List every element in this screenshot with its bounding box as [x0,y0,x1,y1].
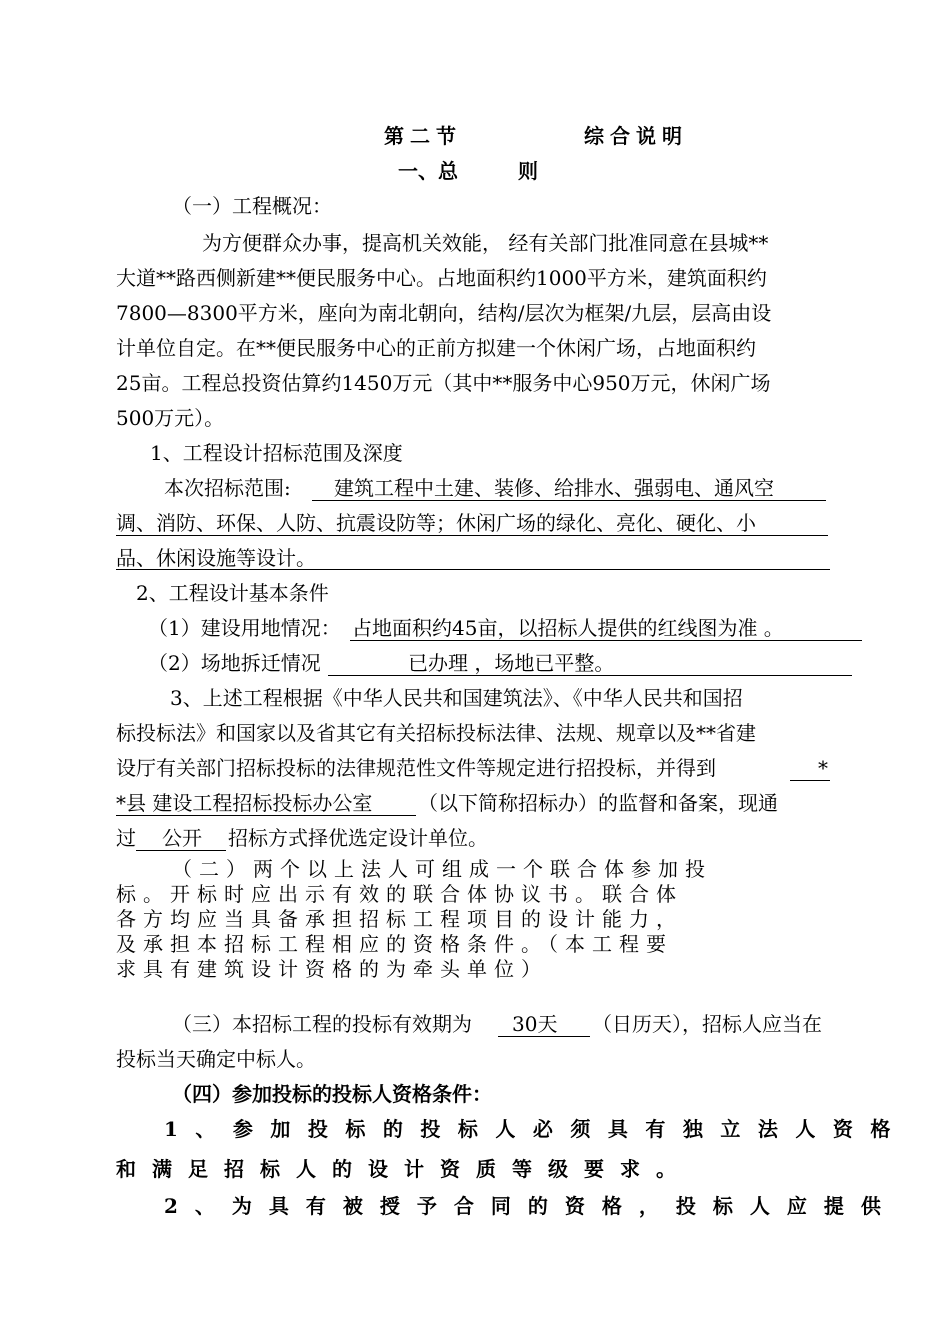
subsection-heading: （一）工程概况： [172,194,332,218]
land-value: 占地面积约45亩，以招标人提供的红线图为准 。 [352,616,784,640]
qualification-line: 1、参加投标的投标人必须具有独立法人资格 [164,1117,908,1141]
underline [116,569,830,570]
section-number: 第二节 [384,124,462,148]
paragraph-line: （以下简称招标办）的监督和备案，现通 [418,791,778,815]
validity-line: （三）本招标工程的投标有效期为 [172,1012,472,1036]
subsection-heading: （四）参加投标的投标人资格条件： [172,1082,492,1106]
consortium-line: （二）两个以上法人可组成一个联合体参加投 [172,857,712,881]
consortium-line: 标。开标时应出示有效的联合体协议书。联合体 [116,882,683,906]
chapter-title: 一、总 则 [398,159,538,183]
agency-name: * [818,756,828,780]
underline [350,640,862,641]
underline [790,780,830,781]
validity-line: （日历天），招标人应当在 [592,1012,822,1036]
qualification-line: 2、为具有被授予合同的资格，投标人应提供 [164,1194,898,1218]
underline [116,535,828,536]
consortium-line: 及承担本招标工程相应的资格条件。（本工程要 [116,932,673,956]
tender-method: 公开 [162,826,202,850]
paragraph-line: 过 [116,826,136,850]
underline [136,850,226,851]
demolition-label: （2）场地拆迁情况 [148,651,321,675]
paragraph-line: 设厅有关部门招标投标的法律规范性文件等规定进行招投标，并得到 [116,756,716,780]
underline [116,815,416,816]
paragraph-line: 3、上述工程根据《中华人民共和国建筑法》、《中华人民共和国招 [170,686,743,710]
scope-line: 调、消防、环保、人防、抗震设防等；休闲广场的绿化、亮化、硬化、小 [116,511,756,535]
section-title: 综合说明 [584,124,688,148]
paragraph-line: 7800—8300平方米，座向为南北朝向，结构/层次为框架/九层，层高由设 [116,301,772,325]
paragraph-line: 标投标法》和国家以及省其它有关招标投标法律、法规、规章以及**省建 [116,721,756,745]
scope-line: 品、休闲设施等设计。 [116,546,316,570]
item-heading: 1、工程设计招标范围及深度 [150,441,403,465]
paragraph-line: 为方便群众办事，提高机关效能， 经有关部门批准同意在县城** [202,231,769,255]
demolition-value: 已办理 ，场地已平整。 [408,651,615,675]
validity-line: 投标当天确定中标人。 [116,1047,316,1071]
validity-days: 30天 [512,1012,558,1036]
agency-name: *县 建设工程招标投标办公室 [116,791,373,815]
paragraph-line: 500万元）。 [116,406,225,430]
paragraph-line: 招标方式择优选定设计单位。 [228,826,488,850]
underline [328,675,852,676]
scope-line: 建筑工程中土建、装修、给排水、强弱电、通风空 [334,476,774,500]
paragraph-line: 大道**路西侧新建**便民服务中心。占地面积约1000平方米，建筑面积约 [116,266,767,290]
land-label: （1）建设用地情况： [148,616,341,640]
underline [312,500,826,501]
scope-label: 本次招标范围: [164,476,291,500]
paragraph-line: 计单位自定。在**便民服务中心的正前方拟建一个休闲广场，占地面积约 [116,336,756,360]
qualification-line: 和满足招标人的设计资质等级要求。 [116,1157,692,1181]
item-heading: 2、工程设计基本条件 [136,581,329,605]
underline [498,1036,590,1037]
consortium-line: 各方均应当具备承担招标工程项目的设计能力， [116,907,683,931]
paragraph-line: 25亩。工程总投资估算约1450万元（其中**服务中心950万元，休闲广场 [116,371,771,395]
consortium-line: 求具有建筑设计资格的为牵头单位） [116,957,548,981]
